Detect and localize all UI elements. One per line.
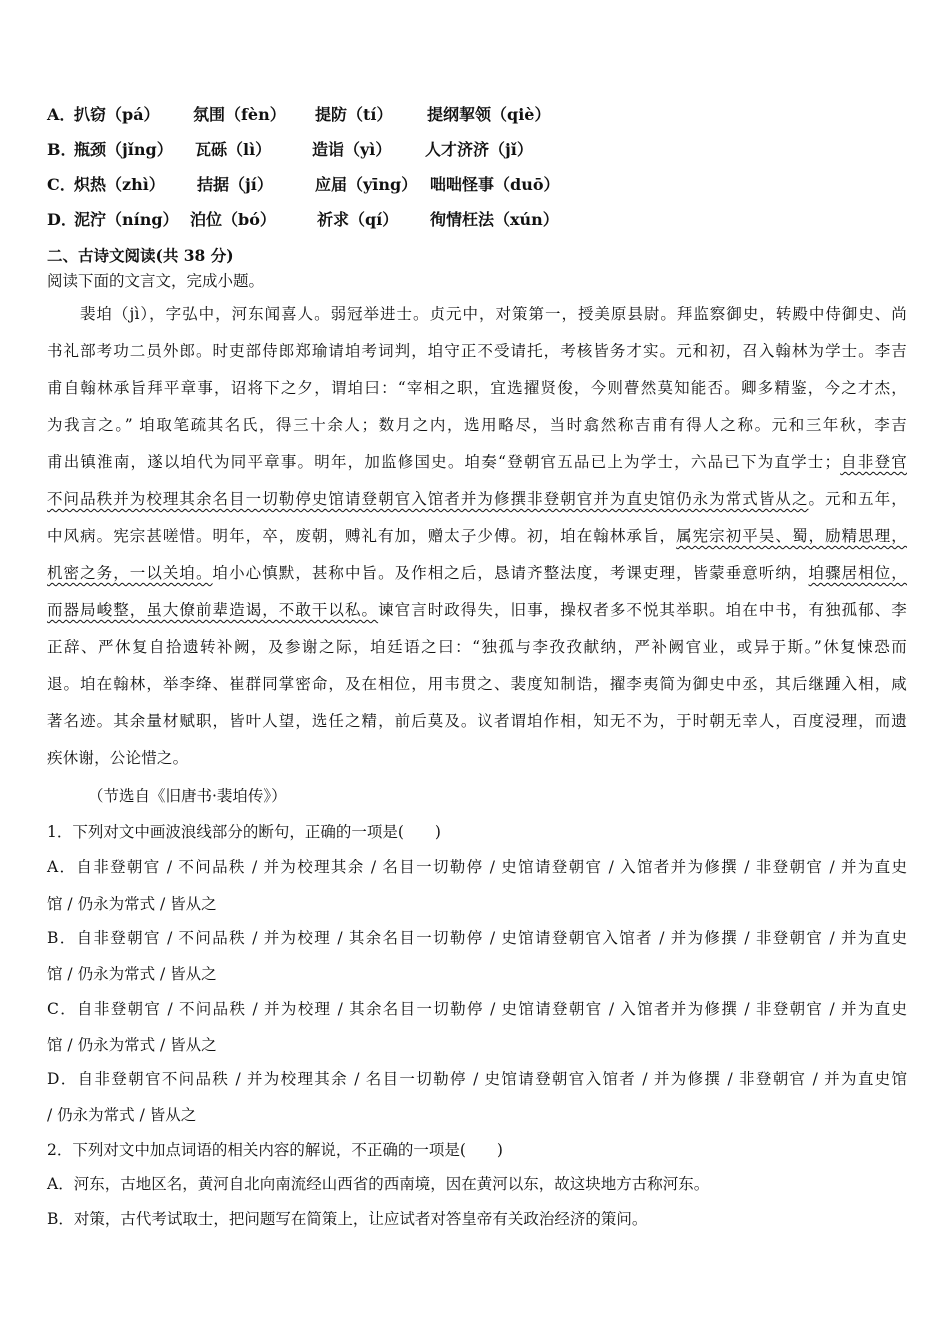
passage-line: 而器局峻整，虽大僚前辈造谒，不敢干以私。谏官言时政得失，旧事，操权者多不悦其举职。垍在中书，有独孤郁、李	[47, 601, 907, 619]
passage-line: 甫出镇淮南，遂以垍代为同平章事。明年，加监修国史。垍奏“登朝官五品已上为学士，六品已下为直学士；自非登官	[47, 453, 907, 471]
option-item: 徇情枉法（xún）	[430, 210, 559, 229]
option-letter: B．	[47, 140, 77, 159]
passage-line: 不问品秩并为校理其余名目一切勒停史馆请登朝官入馆者并为修撰非登朝官并为直史馆仍永为常式皆从之。元和五年，	[47, 490, 907, 508]
passage-source: （节选自《旧唐书·裴垍传》）	[88, 787, 287, 805]
question-1-option-b-cont: 馆 / 仍永为常式 / 皆从之	[47, 965, 217, 983]
option-item: 炽热（zhì）	[74, 175, 165, 194]
passage-line: 裴垍（jì），字弘中，河东闻喜人。弱冠举进士。贞元中，对策第一，授美原县尉。拜监察御史，转殿中侍御史、尚	[47, 305, 907, 323]
question-1-option-a: A．自非登朝官 / 不问品秩 / 并为校理其余 / 名目一切勒停 / 史馆请登朝官 / 入馆者并为修撰 / 非登朝官 / 并为直史	[47, 858, 907, 876]
question-1-option-b: B．自非登朝官 / 不问品秩 / 并为校理 / 其余名目一切勒停 / 史馆请登朝官入馆者 / 并为修撰 / 非登朝官 / 并为直史	[47, 929, 907, 947]
passage-line: 甫自翰林承旨拜平章事，诏将下之夕，谓垍曰：“宰相之职，宜选擢贤俊，今则瞢然莫知能否。卿多精鉴，今之才杰，	[47, 379, 907, 397]
option-letter: C．	[47, 175, 76, 194]
option-item: 提纲挈领（qiè）	[427, 105, 551, 124]
wavy-underline-text: 自非登官	[840, 453, 907, 471]
option-item: 咄咄怪事（duō）	[430, 175, 560, 194]
underlined-text: 而器局峻整，虽大僚前辈造谒，不敢干以私。	[47, 601, 379, 619]
passage-line: 中风病。宪宗甚嗟惜。明年，卒，废朝，赙礼有加，赠太子少傅。初，垍在翰林承旨，属宪宗初平吴、蜀，励精思理，	[47, 527, 907, 545]
option-item: 扒窃（pá）	[74, 105, 160, 124]
question-1-option-c: C．自非登朝官 / 不问品秩 / 并为校理 / 其余名目一切勒停 / 史馆请登朝官 / 入馆者并为修撰 / 非登朝官 / 并为直史	[47, 1000, 907, 1018]
underlined-text: 垍骤居相位，	[808, 564, 907, 582]
question-2-option-b: B．对策，古代考试取士，把问题写在简策上，让应试者对答皇帝有关政治经济的策问。	[47, 1210, 648, 1228]
option-letter: A．	[47, 105, 76, 124]
passage-line: 正辞、严休复自拾遗转补阙，及参谢之际，垍廷语之曰：“独孤与李孜孜献纳，严补阙官业，或异于斯。”休复悚恐而	[47, 638, 907, 656]
section-title: 二、古诗文阅读(共 38 分)	[47, 246, 234, 265]
option-item: 瓶颈（jǐng）	[74, 140, 173, 159]
question-1: 1．下列对文中画波浪线部分的断句，正确的一项是( )	[47, 823, 441, 841]
passage-line: 疾休谢，公论惜之。	[47, 749, 189, 767]
option-item: 应届（yīng）	[315, 175, 418, 194]
wavy-underline-text: 不问品秩并为校理其余名目一切勒停史馆请登朝官入馆者并为修撰非登朝官并为直史馆仍永为常式皆从之	[47, 490, 809, 508]
passage-line: 机密之务，一以关垍。垍小心慎默，甚称中旨。及作相之后，恳请齐整法度，考课吏理，皆蒙垂意听纳，垍骤居相位，	[47, 564, 907, 582]
passage	[47, 302, 907, 772]
passage-line: 为我言之。” 垍取笔疏其名氏，得三十余人；数月之内，选用略尽，当时翕然称吉甫有得人之称。元和三年秋，李吉	[47, 416, 907, 434]
question-1-option-d: D．自非登朝官不问品秩 / 并为校理其余 / 名目一切勒停 / 史馆请登朝官入馆者 / 并为修撰 / 非登朝官 / 并为直史馆	[47, 1070, 907, 1088]
option-letter: D．	[47, 210, 77, 229]
option-item: 瓦砾（lì）	[195, 140, 272, 159]
section-instruction: 阅读下面的文言文，完成小题。	[47, 272, 265, 290]
option-item: 人才济济（jǐ）	[425, 140, 533, 159]
passage-line: 退。垍在翰林，举李绛、崔群同掌密命，及在相位，用韦贯之、裴度知制诰，擢李夷简为御史中丞，其后继踵入相，咸	[47, 675, 907, 693]
question-1-option-a-cont: 馆 / 仍永为常式 / 皆从之	[47, 895, 217, 913]
underlined-text: 属宪宗初平吴、蜀，励精思理，	[676, 527, 907, 545]
passage-line: 书礼部考功二员外郎。时吏部侍郎郑瑜请垍考词判，垍守正不受请托，考核皆务才实。元和初，召入翰林为学士。李吉	[47, 342, 907, 360]
question-1-option-d-cont: / 仍永为常式 / 皆从之	[47, 1106, 197, 1124]
option-item: 提防（tí）	[315, 105, 393, 124]
option-item: 造诣（yì）	[312, 140, 392, 159]
question-1-option-c-cont: 馆 / 仍永为常式 / 皆从之	[47, 1036, 217, 1054]
option-item: 泥泞（níng）	[74, 210, 179, 229]
question-2: 2．下列对文中加点词语的相关内容的解说，不正确的一项是( )	[47, 1141, 503, 1159]
option-item: 氛围（fèn）	[193, 105, 286, 124]
option-item: 泊位（bó）	[190, 210, 276, 229]
question-2-option-a: A．河东，古地区名，黄河自北向南流经山西省的西南境，因在黄河以东，故这块地方古称河东。	[47, 1175, 710, 1193]
underlined-text: 机密之务，一以关垍。	[47, 564, 213, 582]
option-item: 祈求（qí）	[317, 210, 399, 229]
passage-line: 著名迹。其余量材赋职，皆叶人望，选任之精，前后莫及。议者谓垍作相，知无不为，于时朝无幸人，百度浸理，而遗	[47, 712, 907, 730]
option-item: 拮据（jí）	[197, 175, 273, 194]
